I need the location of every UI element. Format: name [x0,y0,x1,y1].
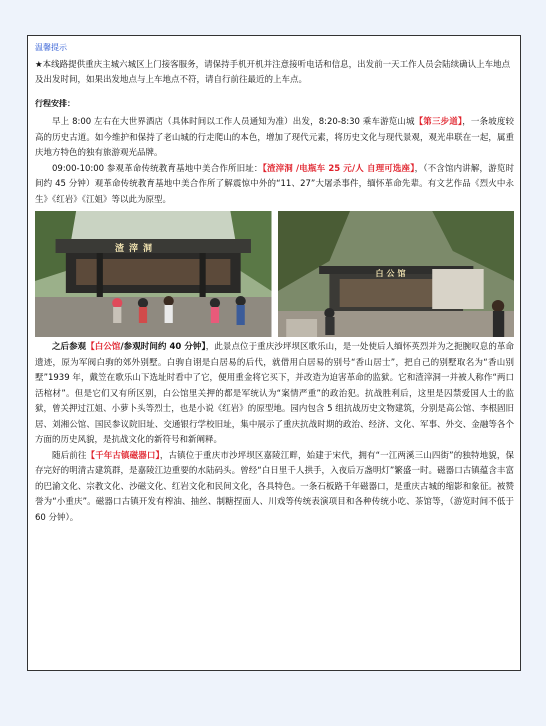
p1-text-a: 早上 8:00 左右在大世界酒店（具体时间以工作人员通知为准）出发，8:20-8:30 乘车游览山城 [52,117,415,127]
p1-text-b: ，一条坡度较高的历史古道。如今维护和保持了老山城的行走爬山的本色，增加了现代元素，将历史文化与现代景观，观光串联在一起，属重庆地方特色的独有旅游观光品牌。 [35,117,514,158]
baigongguan-sign: 白公馆 [375,269,409,278]
notice-body: ★本线路提供重庆主城六城区上门接客服务，请保持手机开机并注意接听电话和信息，出发前一天工作人员会陆续确认上车地点及出发时间，如果出发地点与上车地点不符，请自行前往最近的上车点。 [35,60,511,85]
p3-time: /参观时间约 40 分钟】 [120,342,206,352]
paragraph-zhazidong [35,162,514,209]
p3-highlight: 【白公馆 [86,342,121,352]
paragraph-ciqikou [35,449,514,527]
p3-lead: 之后参观 [52,342,87,352]
p2-text-a: 09:00-10:00 参观革命传统教育基地中美合作所旧址： [52,163,263,174]
p4-highlight: 【千年古镇磁器口】 [86,450,160,461]
photo-zhazidong-gate [35,211,272,337]
p4-text-a: 随后前往 [52,450,87,461]
p1-highlight: 【第三步道】 [414,117,463,127]
zhazidong-sign: 渣滓洞 [115,244,158,254]
schedule-title: 行程安排： [35,99,75,108]
paragraph-baigongguan [35,340,514,449]
photo-row [35,211,514,337]
paragraph-third-step-road [35,115,514,162]
notice-title: 温馨提示 [35,43,67,52]
itinerary-page [27,35,521,671]
p4-text-c: ，各具特色。一条石板路千年磁器口，是重庆古城的缩影和象征。被赞誉为“小重庆”。磁器口古镇开发有榨油、抽丝、制糖捏面人、川戏等传统表演项目和各种传统小吃、茶馆等，（游览时间不低于 60 分钟）。 [35,481,514,523]
p3-text: ，此景点位于重庆沙坪坝区歌乐山，是一处使后人缅怀英烈并为之扼腕叹息的革命遗迹，原为军阀白驹的郊外别墅。白驹自诩是白居易的后代，就借用白居易的别号“香山居士”，把自己的别墅取名为“香山别墅”1939 年，戴笠在歌乐山下选址时看中了它，便用重金将它买下，并改造为迫害革命的监狱。它和渣滓洞一并被人称作“两口活棺材”。但是它们又有所区别，白公馆里关押的都是军统认为“案情严重”的政治犯。抗战胜利后，这里是囚禁爱国人士的监狱，曾关押过江姐、小萝卜头等烈士，也是小说《红岩》的原型地。园内包含 5 组抗战历史文物建筑，分别是高公馆、李根固旧居、刘湘公馆、国民参议院旧址、交通银行学校旧址，集中展示了重庆抗战时期的政治、经济、文化、军事、外交、金融等各个方面的历史风貌，是抗战文化的新符号和新阐释。 [35,342,514,445]
p2-text-b: ，（不含馆内讲解，游览时间约 45 分钟）观革命传统教育基地中美合作所了解震惊中外的“11、27”大屠杀事件，缅怀革命先辈。有文艺作品《烈火中永生》《红岩》《江姐》等以此为原型。 [35,163,514,205]
photo-baigongguan-gate [278,211,515,337]
p4-text-full: 的明清古建筑群，是嘉陵江边重要的水陆码头。曾经“白日里千人拱手，入夜后万盏明灯”繁盛一时。磁器口古镇蕴含丰富的巴渝文化、宗教文化、沙磁文化、红岩文化和民间文化 [35,466,514,492]
photo-zhazidong-image [35,211,272,337]
p2-highlight: 【渣滓洞 /电瓶车 25 元/人 自理可选座】 [262,163,415,174]
p4-text-b: ，古镇位于重庆市沙坪坝区嘉陵江畔，始建于宋代，拥有“一江两溪三山四街”的独特地貌，保存完好 [35,450,514,476]
